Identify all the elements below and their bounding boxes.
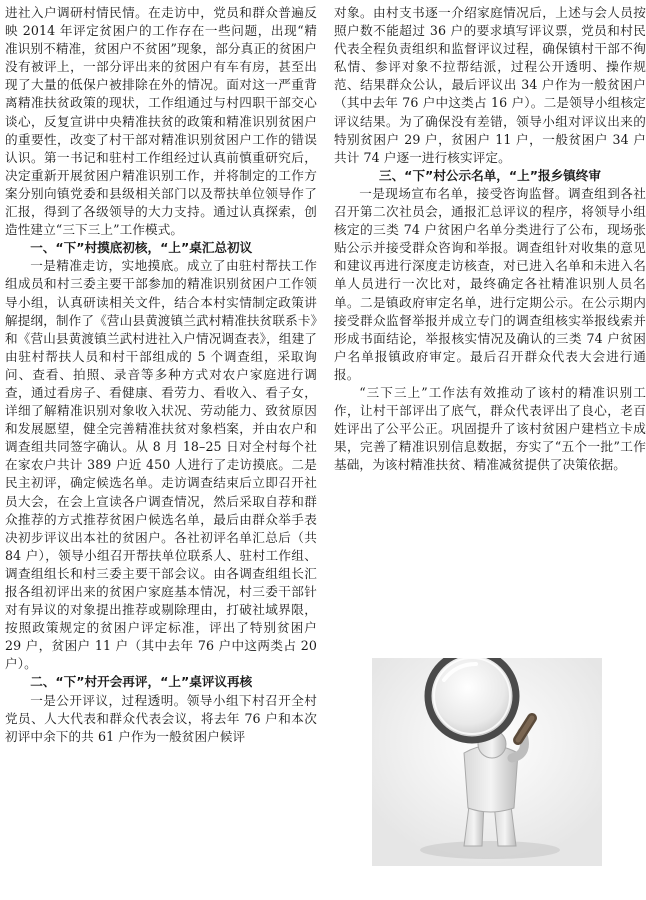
paragraph: 对象。由村支书逐一介绍家庭情况后，上述与会人员按照户数不能超过 36 户的要求填写评议票，党员和村民代表全程负责组织和监督评议过程，确保镇村干部不徇私情、参评对象不拉帮结派，过程公开透明、操作规范、结果群众公认，最后评议出 34 户作为一般贫困户（其中去年 76 户中这类占 16 户）。二是领导小组核定评议结果。为了确保没有差错，领导小组对评议出来的特别贫困户 29 户，贫困户 11 户，一般贫困户 34 户共计 74 户逐一进行核实评定。 [334, 5, 646, 165]
section-heading-1: 一、“下”村摸底初核，“上”桌汇总初议 [30, 240, 253, 256]
section-heading-2: 二、“下”村开会再评，“上”桌评议再核 [30, 674, 253, 690]
left-column [5, 4, 317, 746]
right-column [334, 4, 646, 474]
paragraph: 进社入户调研村情民情。在走访中，党员和群众普遍反映 2014 年评定贫困户的工作存在一些问题，出现“精准识别不精准，贫困户不贫困”现象，部分真正的贫困户没有被评上，一部分评出来的贫困户有车有房，甚至出现了大量的低保户被排除在外的情况。面对这一严重背离精准扶贫政策的现状，工作组通过与村四职干部交心谈心，反复宣讲中央精准扶贫的政策和精准识别贫困户的重要性，改变了村干部对精准识别贫困户工作的错误认识。第一书记和驻村工作组经过认真前慎重研究后，决定重新开展贫困户精准识别工作，并将制定的工作方案分别向镇党委和县级相关部门以及帮扶单位领导作了汇报，得到了各级领导的大力支持。通过认真探索，创造性建立“三下三上”工作模式。 [5, 5, 317, 238]
paragraph: 一是精准走访，实地摸底。成立了由驻村帮扶工作组成员和村三委主要干部参加的精准识别贫困户工作领导小组，认真研读相关文件，结合本村实情制定政策讲解提纲，制作了《营山县黄渡镇兰武村精准扶贫联系卡》和《营山县黄渡镇兰武村进社入户情况调查表》，组建了由驻村帮扶人员和村干部组成的 5 个调查组，采取询问、查看、拍照、录音等多种方式对农户家庭进行调查，通过看房子、看健康、看劳力、看收入、看子女，详细了解精准识别对象收入状况、劳动能力、致贫原因和发展愿望，健全完善精准扶贫对象档案，并由农户和调查组共同签字确认。从 8 月 18–25 日对全村每个社在家农户共计 389 户近 450 人进行了走访摸底。二是民主初评，确定候选名单。走访调查结束后立即召开社员大会，在会上宣读各户调查情况，然后采取自荐和群众推荐的方式推荐贫困户候选名单，最后由群众举手表决初步评议出本社的贫困户。各社初评名单汇总后（共 84 户），领导小组召开帮扶单位联系人、驻村工作组、调查组组长和村三委主要干部会议。由各调查组组长汇报各组初评出来的贫困户家庭基本情况，村三委干部针对有异议的对象提出推荐或剔除理由，打破社域界限，按照政策规定的贫困户评定标准，评出了特别贫困户 29 户，贫困户 11 户（其中去年 76 户中这两类占 20 户）。 [5, 258, 317, 672]
paragraph: “三下三上”工作法有效推动了该村的精准识别工作，让村干部评出了底气，群众代表评出了良心，老百姓评出了公平公正。巩固提升了该村贫困户建档立卡成果，完善了精准识别信息数据，夯实了“五个一批”工作基础，为该村精准扶贫、精准减贫提供了决策依据。 [334, 384, 646, 473]
paragraph: 一是现场宣布名单，接受咨询监督。调查组到各社召开第二次社员会，通报汇总评议的程序，将领导小组核定的三类 74 户贫困户名单分类进行了公布，现场张贴公示并接受群众咨询和举报。调查组针对收集的意见和建议再进行深度走访核查，对已进入名单和未进入名单人员进行一次比对，最终确定各社精准识别人员名单。二是镇政府审定名单，进行定期公示。在公示期内接受群众监督举报并成立专门的调查组核实举报线索并形成书面结论，举报核实情况及确认的三类 74 户贫困户名单报镇政府审定。最后召开群众代表大会进行通报。 [334, 185, 646, 382]
magnifying-glass-figure-icon [372, 658, 602, 866]
paragraph: 一是公开评议，过程透明。领导小组下村召开全村党员、人大代表和群众代表会议，将去年 76 户和本次初评中余下的共 61 户作为一般贫困户候评 [5, 692, 317, 744]
section-heading-3: 三、“下”村公示名单，“上”报乡镇终审 [378, 167, 601, 183]
